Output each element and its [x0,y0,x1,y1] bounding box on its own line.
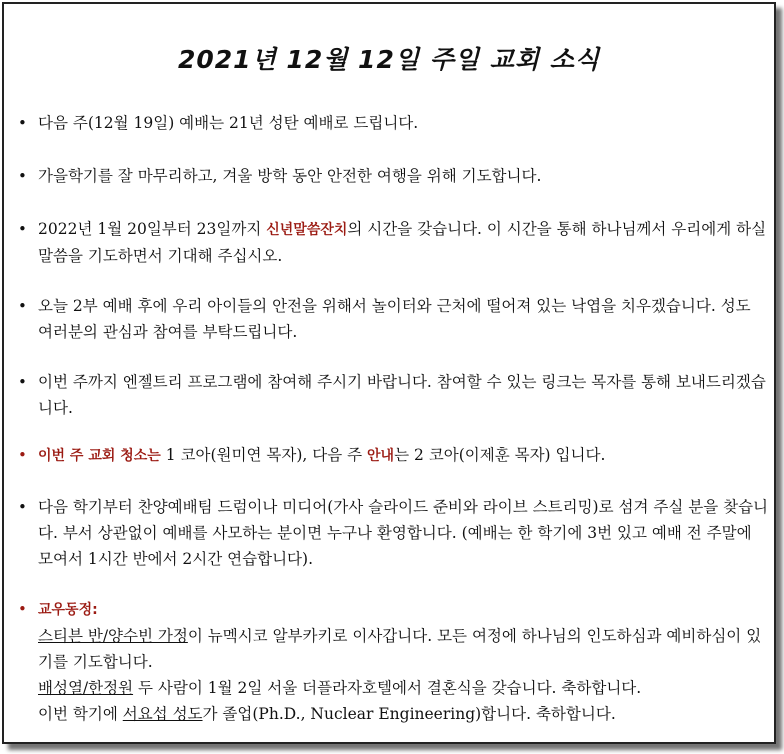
member-name: 스티븐 반/양수빈 가정 [38,627,188,645]
member-news-text: 이 뉴멕시코 알부카키로 이사갑니다. 모든 여정에 하나님의 인도하심과 예비하심이 있기를 기도합니다. [38,627,762,671]
item-text-post: 는 2 코아(이제훈 목자) 입니다. [394,446,606,464]
bullet: • [18,600,27,618]
highlight-guide: 안내 [367,448,395,464]
item-text: 다음 학기부터 찬양예배팀 드럼이나 미디어(가사 슬라이드 준비와 라이브 스트리밍)로 섬겨 주실 분을 찾습니다. 부서 상관없이 예배를 사모하는 분이면 누구나 환영합니다. (예배는 한 학기에 3번 있고 예배 전 주말에 모여서 1시간 반에서 2시간 연습합니다). [38,498,769,568]
page-title: 2021년 12월 12일 주일 교회 소식 [177,45,601,74]
item-text: 다음 주(12월 19일) 예배는 21년 성탄 예배로 드립니다. [38,114,419,132]
member-news-text: 가 졸업(Ph.D., Nuclear Engineering)합니다. 축하합니다. [202,705,616,723]
item-text: 이번 주까지 엔젤트리 프로그램에 참여해 주시기 바랍니다. 참여할 수 있는 링크는 목자를 통해 보내드리겠습니다. [38,373,766,417]
item-text-pre: 2022년 1월 20일부터 23일까지 [38,220,267,238]
heading-member-news: 교우동정: [38,602,98,618]
item-text-post: 의 시간을 갖습니다. 이 시간을 통해 하나님께서 우리에게 하실 말씀을 기도하면서 기대해 주십시오. [38,220,767,265]
item-text: 가을학기를 잘 마무리하고, 겨울 방학 동안 안전한 여행을 위해 기도합니다. [38,167,542,185]
bullet: • [18,373,27,391]
bullet: • [18,220,27,238]
highlight-cleaning: 이번 주 교회 청소는 [38,448,161,464]
item-text [38,216,770,269]
highlight-retreat: 신년말씀잔치 [266,222,348,238]
member-name: 서요섭 성도 [122,705,203,723]
item-text [38,442,770,469]
item-text [38,596,770,727]
bulletin-frame [2,2,776,744]
item-text-mid: 1 코아(원미연 목자), 다음 주 [160,446,368,464]
bullet: • [18,498,27,516]
bullet: • [18,114,27,132]
item-text: 오늘 2부 예배 후에 우리 아이들의 안전을 위해서 놀이터와 근처에 떨어져 있는 낙엽을 치우겠습니다. 성도 여러분의 관심과 참여를 부탁드립니다. [38,297,751,341]
bullet: • [18,297,27,315]
member-news-text: 이번 학기에 [38,705,123,723]
member-news-text: 두 사람이 1월 2일 서울 더플라자호텔에서 결혼식을 갖습니다. 축하합니다. [133,679,642,697]
member-name: 배성열/한정원 [38,679,134,697]
bullet: • [18,167,27,185]
bullet: • [18,446,27,464]
